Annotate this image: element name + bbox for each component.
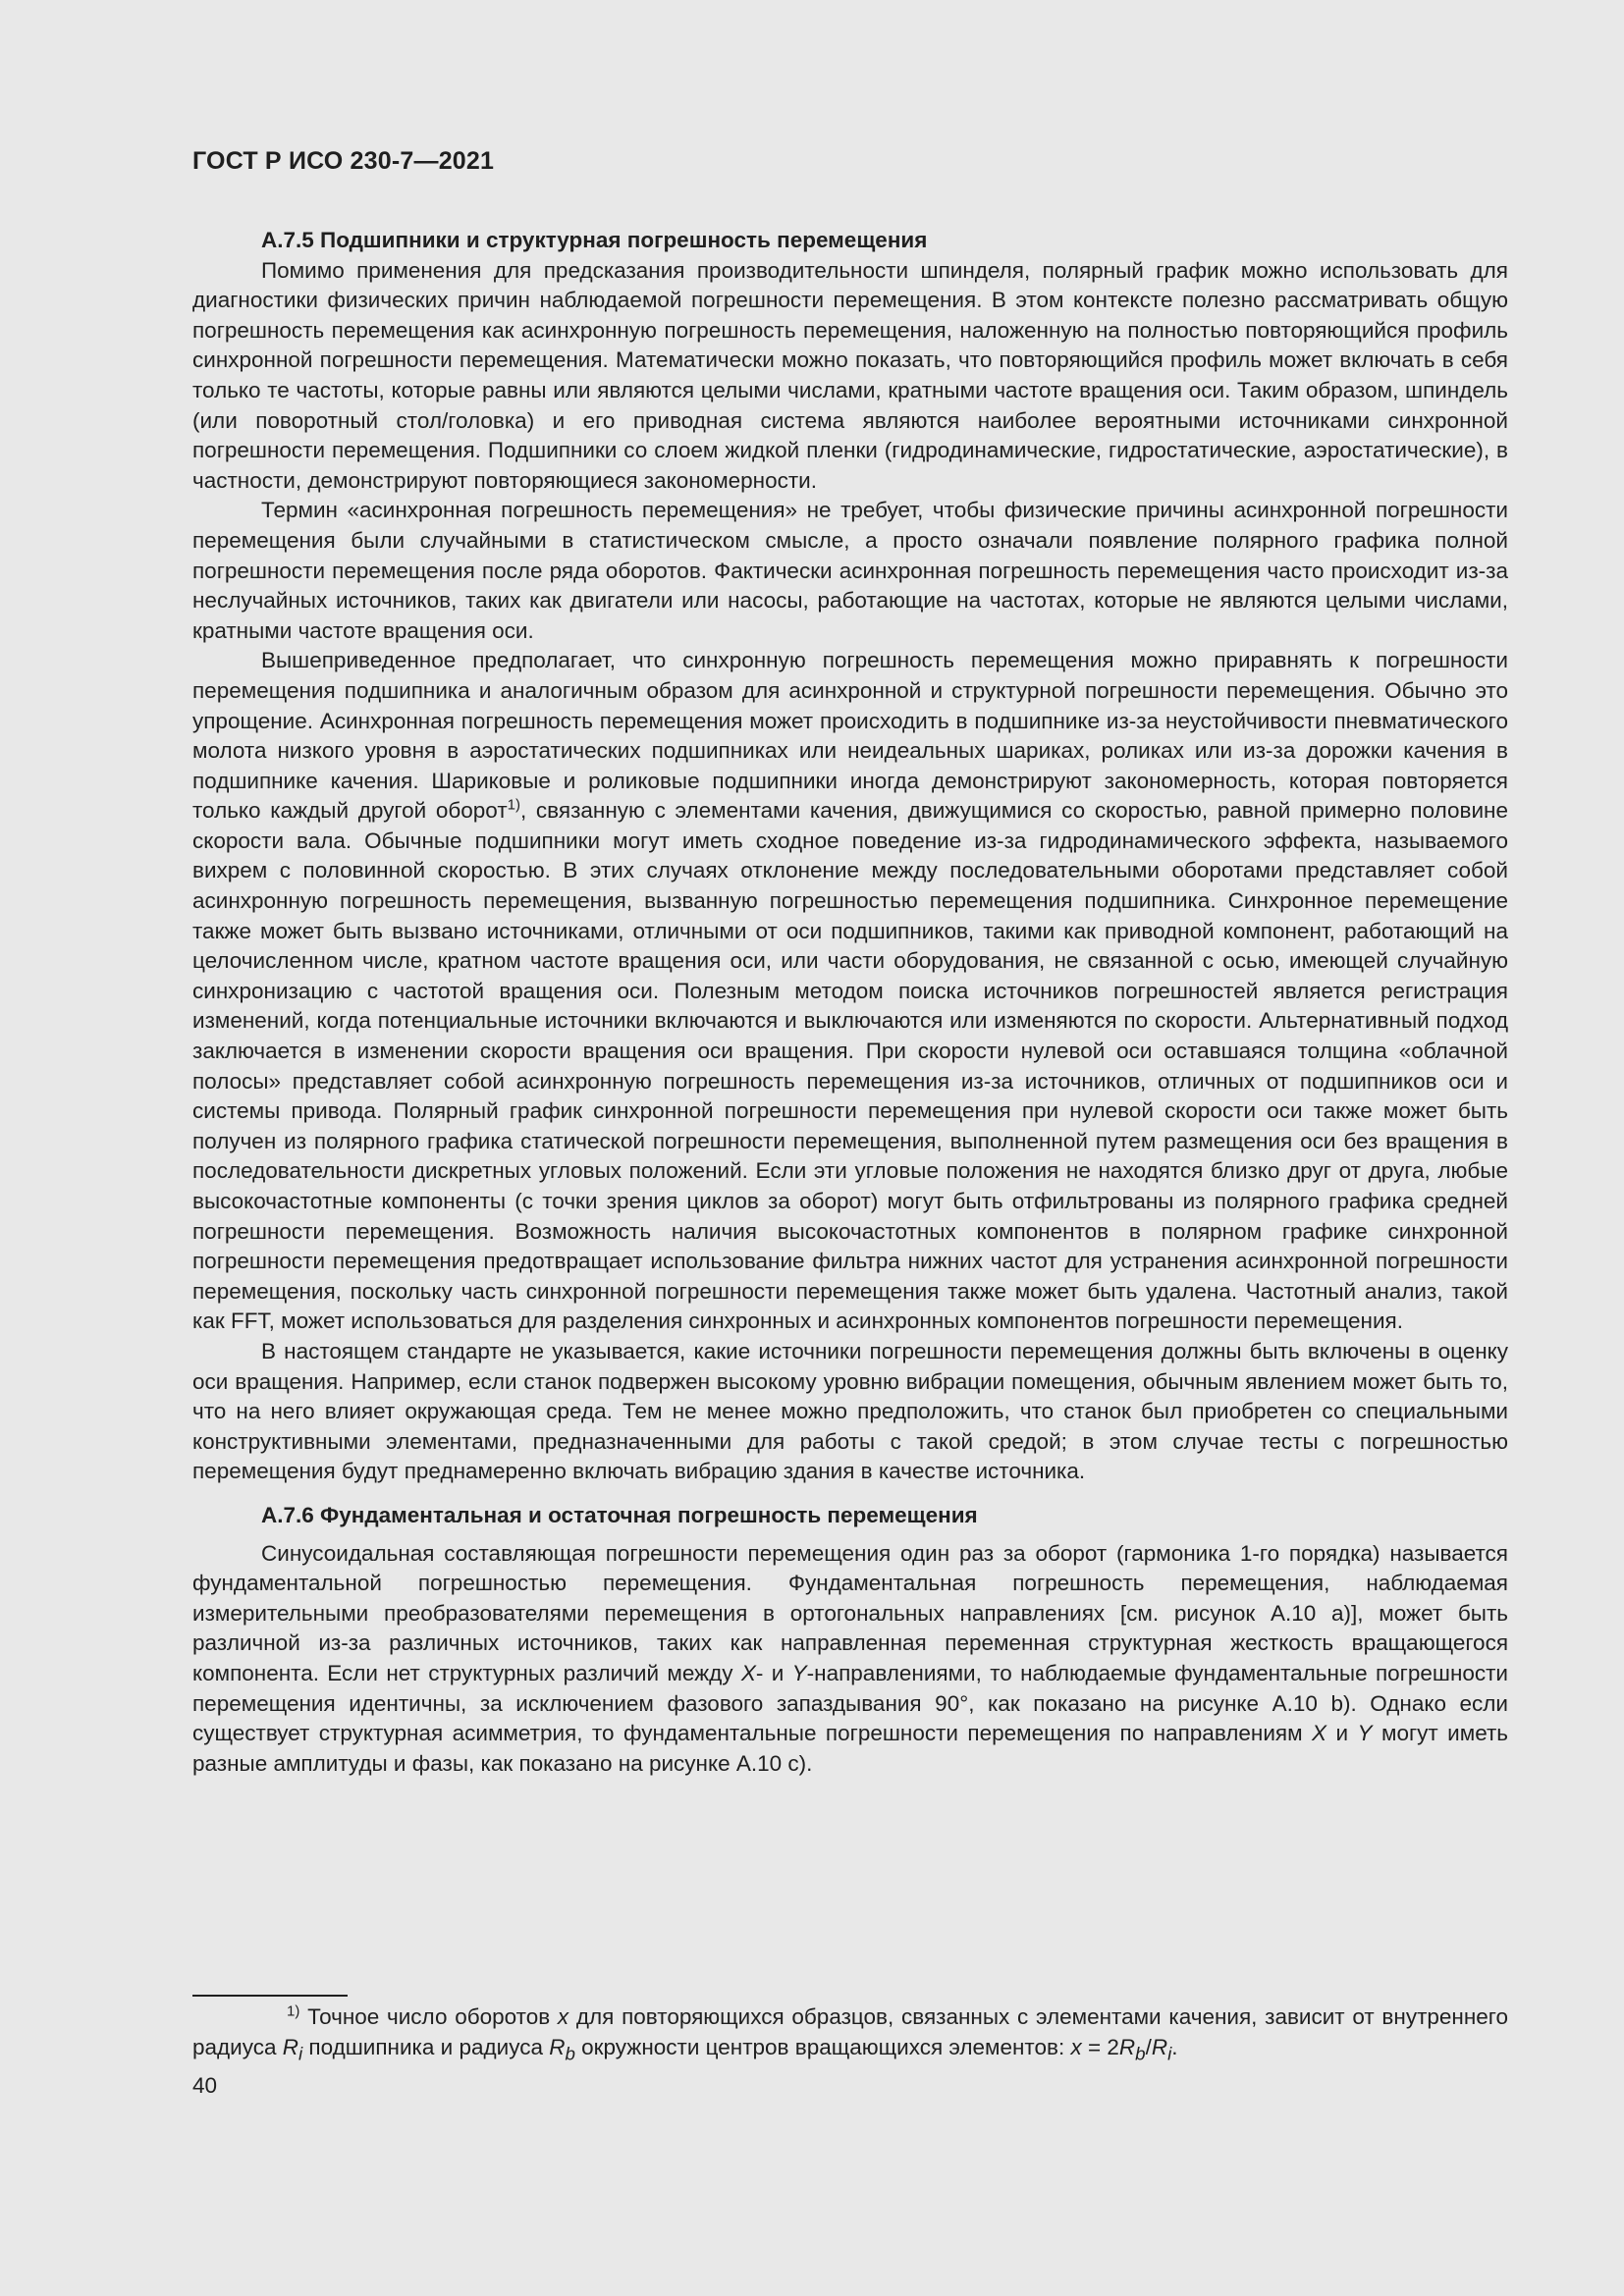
variable-r: R: [282, 2034, 298, 2059]
footnote-text: для повторяющихся образцов, связанных с элементами качения, зависит от внутреннего радиуса: [192, 2004, 1508, 2059]
paragraph-text: -направлениями, то наблюдаемые фундаментальные погрешности перемещения идентичны, за исключением фазового запаздывания 90°, как показано на рисунке А.10 b). Однако если существует структурная асимметрия, то фундаментальные погрешности перемещения по направлениям: [192, 1660, 1509, 1746]
footnote-text: подшипника и радиуса: [302, 2034, 550, 2059]
footnote: [192, 2002, 1508, 2069]
variable-y: Y: [1357, 1721, 1373, 1746]
paragraph-text: могут иметь разные амплитуды и фазы, как показано на рисунке А.10 с).: [192, 1721, 1508, 1776]
variable-x: X: [1312, 1721, 1327, 1746]
formula-variable-r: R: [1151, 2034, 1168, 2059]
paragraph-text: Вышеприведенное предполагает, что синхронную погрешность перемещения можно приравнять к погрешности перемещения подшипника и аналогичным образом для асинхронной и структурной погрешности перемещения. Обычно это упрощение. Асинхронная погрешность перемещения может происходить в подшипнике из-за неустойчивости пневматического молота низкого уровня в аэростатических подшипниках или неидеальных шариках, роликах или из-за дорожки качения в подшипнике качения. Шариковые и роликовые подшипники иногда демонстрируют закономерность, которая повторяется только каждый другой оборот: [192, 648, 1508, 824]
paragraph: Термин «асинхронная погрешность перемещения» не требует, чтобы физические причины асинхронной погрешности перемещения были случайными в статистическом смысле, а просто означали появление полярного графика полной погрешности перемещения после ряда оборотов. Фактически асинхронная погрешность перемещения часто происходит из-за неслучайных источников, таких как двигатели или насосы, работающие на частотах, которые не являются целыми числами, кратными частоте вращения оси.: [192, 498, 1508, 643]
paragraph: [192, 646, 1508, 1337]
page-number: 40: [192, 2073, 218, 2098]
formula-end: .: [1171, 2034, 1178, 2059]
formula-equals: = 2: [1081, 2034, 1119, 2059]
subscript-b: b: [565, 2043, 575, 2064]
variable-r: R: [549, 2034, 566, 2059]
formula-subscript-i: i: [1167, 2043, 1172, 2064]
formula-variable-x: x: [1070, 2034, 1082, 2059]
paragraph: Помимо применения для предсказания производительности шпинделя, полярный график можно использовать для диагностики физических причин наблюдаемой погрешности перемещения. В этом контексте полезно рассматривать общую погрешность перемещения как асинхронную погрешность перемещения, наложенную на полностью повторяющийся профиль синхронной погрешности перемещения. Математически можно показать, что повторяющийся профиль может включать в себя только те частоты, которые равны или являются целыми числами, кратными частоте вращения оси. Таким образом, шпиндель (или поворотный стол/головка) и его приводная система являются наиболее вероятными источниками синхронной погрешности перемещения. Подшипники со слоем жидкой пленки (гидродинамические, гидростатические, аэростатические), в частности, демонстрируют повторяющиеся закономерности.: [192, 257, 1508, 493]
paragraph: [192, 1539, 1508, 1780]
variable-y: Y: [791, 1660, 807, 1685]
document-standard-title: ГОСТ Р ИСО 230-7—2021: [192, 147, 495, 175]
formula-slash: /: [1145, 2034, 1152, 2059]
footnote-text: окружности центров вращающихся элементов:: [574, 2034, 1071, 2059]
paragraph-text: Синусоидальная составляющая погрешности перемещения один раз за оборот (гармоника 1-го порядка) называется фундаментальной погрешностью перемещения. Фундаментальная погрешность перемещения, наблюдаемая измерительными преобразователями перемещения в ортогональных направлениях [см. рисунок А.10 а)], может быть различной из-за различных источников, таких как направленная переменная структурная жесткость вращающегося компонента. Если нет структурных различий между: [192, 1540, 1508, 1685]
paragraph: В настоящем стандарте не указывается, какие источники погрешности перемещения должны быть включены в оценку оси вращения. Например, если станок подвержен высокому уровню вибрации помещения, обычным явлением может быть то, что на него влияет окружающая среда. Тем не менее можно предположить, что станок был приобретен со специальными конструктивными элементами, предназначенными для работы с такой средой; в этом случае тесты с погрешностью перемещения будут преднамеренно включать вибрацию здания в качестве источника.: [192, 1338, 1508, 1484]
document-body: [192, 226, 1508, 1779]
variable-x: x: [557, 2004, 569, 2029]
paragraph-text: - и: [755, 1660, 792, 1685]
section-heading-a76: А.7.6 Фундаментальная и остаточная погрешность перемещения: [261, 1502, 978, 1527]
section-heading-a75: А.7.5 Подшипники и структурная погрешность перемещения: [261, 228, 928, 252]
footnote-separator: [192, 1995, 348, 1997]
subscript-i: i: [298, 2043, 303, 2064]
paragraph-text: , связанную с элементами качения, движущимися со скоростью, равной примерно половине скорости вала. Обычные подшипники могут иметь сходное поведение из-за гидродинамического эффекта, называемого вихрем с половинной скоростью. В этих случаях отклонение между последовательными оборотами представляет собой асинхронную погрешность перемещения, вызванную погрешностью перемещения подшипника. Синхронное перемещение также может быть вызвано источниками, отличными от оси подшипников, такими как приводной компонент, работающий на целочисленном числе, кратном частоте вращения оси, или части оборудования, не связанной с осью, имеющей случайную синхронизацию с частотой вращения оси. Полезным методом поиска источников погрешностей является регистрация изменений, когда потенциальные источники включаются и выключаются или изменяются по скорости. Альтернативный подход заключается в изменении скорости вращения оси вращения. При скорости нулевой оси оставшаяся толщина «облачной полосы» представляет собой асинхронную погрешность перемещения из-за источников, отличных от подшипников оси и системы привода. Полярный график синхронной погрешности перемещения при нулевой скорости оси также может быть получен из полярного графика статической погрешности перемещения, выполненной путем размещения оси без вращения в последовательности дискретных угловых положений. Если эти угловые положения не находятся близко друг от друга, любые высокочастотные компоненты (с точки зрения циклов за оборот) могут быть отфильтрованы из полярного графика средней погрешности перемещения. Возможность наличия высокочастотных компонентов в полярном графике синхронной погрешности перемещения предотвращает использование фильтра нижних частот для устранения асинхронной погрешности перемещения, поскольку часть синхронной погрешности перемещения также может быть удалена. Частотный анализ, такой как FFT, может использоваться для разделения синхронных и асинхронных компонентов погрешности перемещения.: [192, 798, 1508, 1334]
variable-x: X: [740, 1660, 756, 1685]
formula-variable-r: R: [1118, 2034, 1136, 2059]
formula-subscript-b: b: [1135, 2043, 1146, 2064]
footnote-reference: 1): [507, 796, 520, 814]
footnote-marker: 1): [287, 2002, 300, 2020]
footnote-text: Точное число оборотов: [299, 2004, 558, 2029]
paragraph-text: и: [1326, 1721, 1358, 1746]
